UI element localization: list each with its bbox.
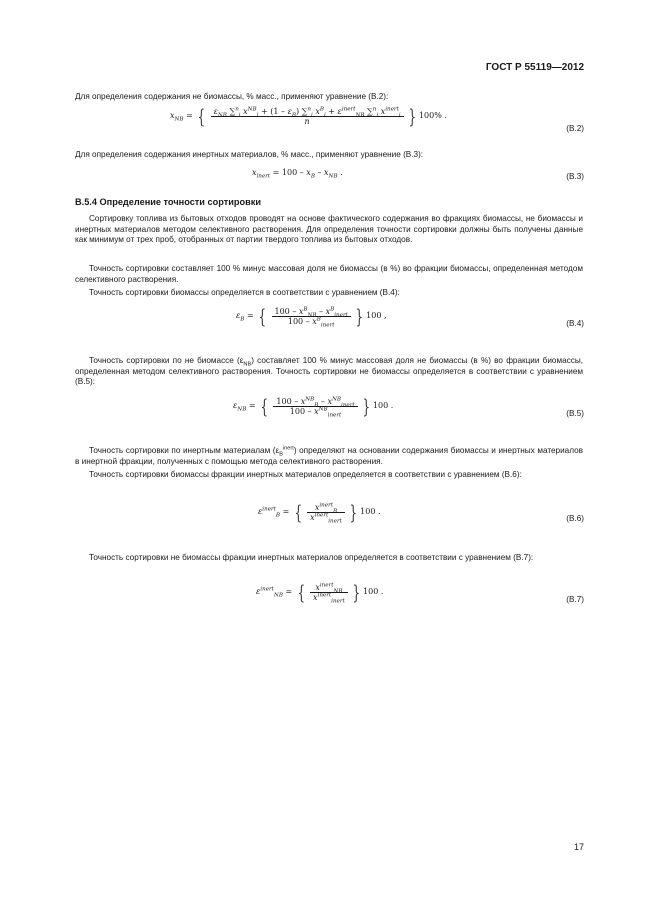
paragraph-sorting-accuracy: Точность сортировки составляет 100 % минус массовая доля не биомассы (в %) во фракции биомассы, определенная методом селективного растворения. bbox=[75, 264, 583, 284]
equation-number-b2: (B.2) bbox=[566, 124, 584, 133]
paragraph-inert-accuracy: Точность сортировки по инертным материалам $(\varepsilon_B^{inert})$ определяют на основании содержания биомассы и инертных материалов в инертной фракции, полученных с помощью метода селективного растворения. bbox=[75, 445, 583, 466]
standard-header: ГОСТ Р 55119—2012 bbox=[485, 62, 584, 73]
section-heading: B.5.4 Определение точности сортировки bbox=[75, 197, 261, 207]
equation-number-b3: (B.3) bbox=[566, 172, 584, 181]
equation-number-b5: (B.5) bbox=[566, 409, 584, 418]
equation-b5: $\varepsilon_{NB}$ = { $\frac{100 - x^{NB}_B - x^{NB}_{inert}}{100 - x^{NB}_{inert}}$ } 100 . bbox=[233, 394, 394, 419]
paragraph-sorting-basis: Сортировку топлива из бытовых отходов проводят на основе фактического содержания во фракциях биомассы, не биомассы и инертных материалов методом селективного растворения. Для определения точности сортировки должны быть получены данные как минимум от трех проб, отобранных от партии твердого топлива из бытовых отходов. bbox=[75, 214, 583, 245]
page-number: 17 bbox=[573, 842, 584, 852]
equation-number-b4: (B.4) bbox=[566, 319, 584, 328]
equation-number-b6: (B.6) bbox=[566, 514, 584, 523]
equation-b4: $\varepsilon_B$ = { $\frac{100 - x^B_{NB} - x^B_{inert}}{100 - x^B_{inert}}$ } 100 , bbox=[236, 304, 387, 329]
paragraph-nonbiomass-inert-accuracy: Точность сортировки не биомассы фракции инертных материалов определяется в соответствии с уравнением (B.7): bbox=[89, 553, 534, 562]
equation-number-b7: (B.7) bbox=[566, 595, 584, 604]
equation-b3: $x_{inert} = 100 - x_B - x_{NB}$ . bbox=[252, 168, 343, 180]
paragraph-biomass-accuracy: Точность сортировки биомассы определяется в соответствии с уравнением (B.4): bbox=[89, 288, 400, 297]
equation-b6: $\varepsilon^{inert}_B$ = { $\frac{x^{inert}_B}{x^{inert}_{inert}}$ } 100 . bbox=[258, 500, 381, 525]
paragraph-inert-intro: Для определения содержания инертных материалов, % масс., применяют уравнение (B.3): bbox=[75, 150, 424, 159]
paragraph-nonbiomass-accuracy: Точность сортировки по не биомассе $(\varepsilon_{NB})$ составляет 100 % минус массовая доля не биомассы (в %) во фракции биомассы, определенная методом селективного растворения. Точность сортировки не биомассы определяется в соответствии с уравнением (B.5): bbox=[75, 356, 583, 387]
equation-b2: $x_{NB}$ = { $\frac{\varepsilon_{NB} \sum^n_i x^{NB}_i + (1 - \varepsilon_B) \sum^n_i x^B_i + \varepsilon^{inert}_{NB} \sum^n_i x^{inert}_i}{n}$ } 100% . bbox=[170, 104, 447, 128]
paragraph-biomass-inert-accuracy: Точность сортировки биомассы фракции инертных материалов определяется в соответствии с уравнением (B.6): bbox=[89, 470, 522, 479]
paragraph-nonbiomass-intro: Для определения содержания не биомассы, % масс., применяют уравнение (B.2): bbox=[75, 92, 389, 101]
equation-b7: $\varepsilon^{inert}_{NB}$ = { $\frac{x^{inert}_{NB}}{x^{inert}_{inert}}$ } 100 . bbox=[256, 580, 384, 605]
